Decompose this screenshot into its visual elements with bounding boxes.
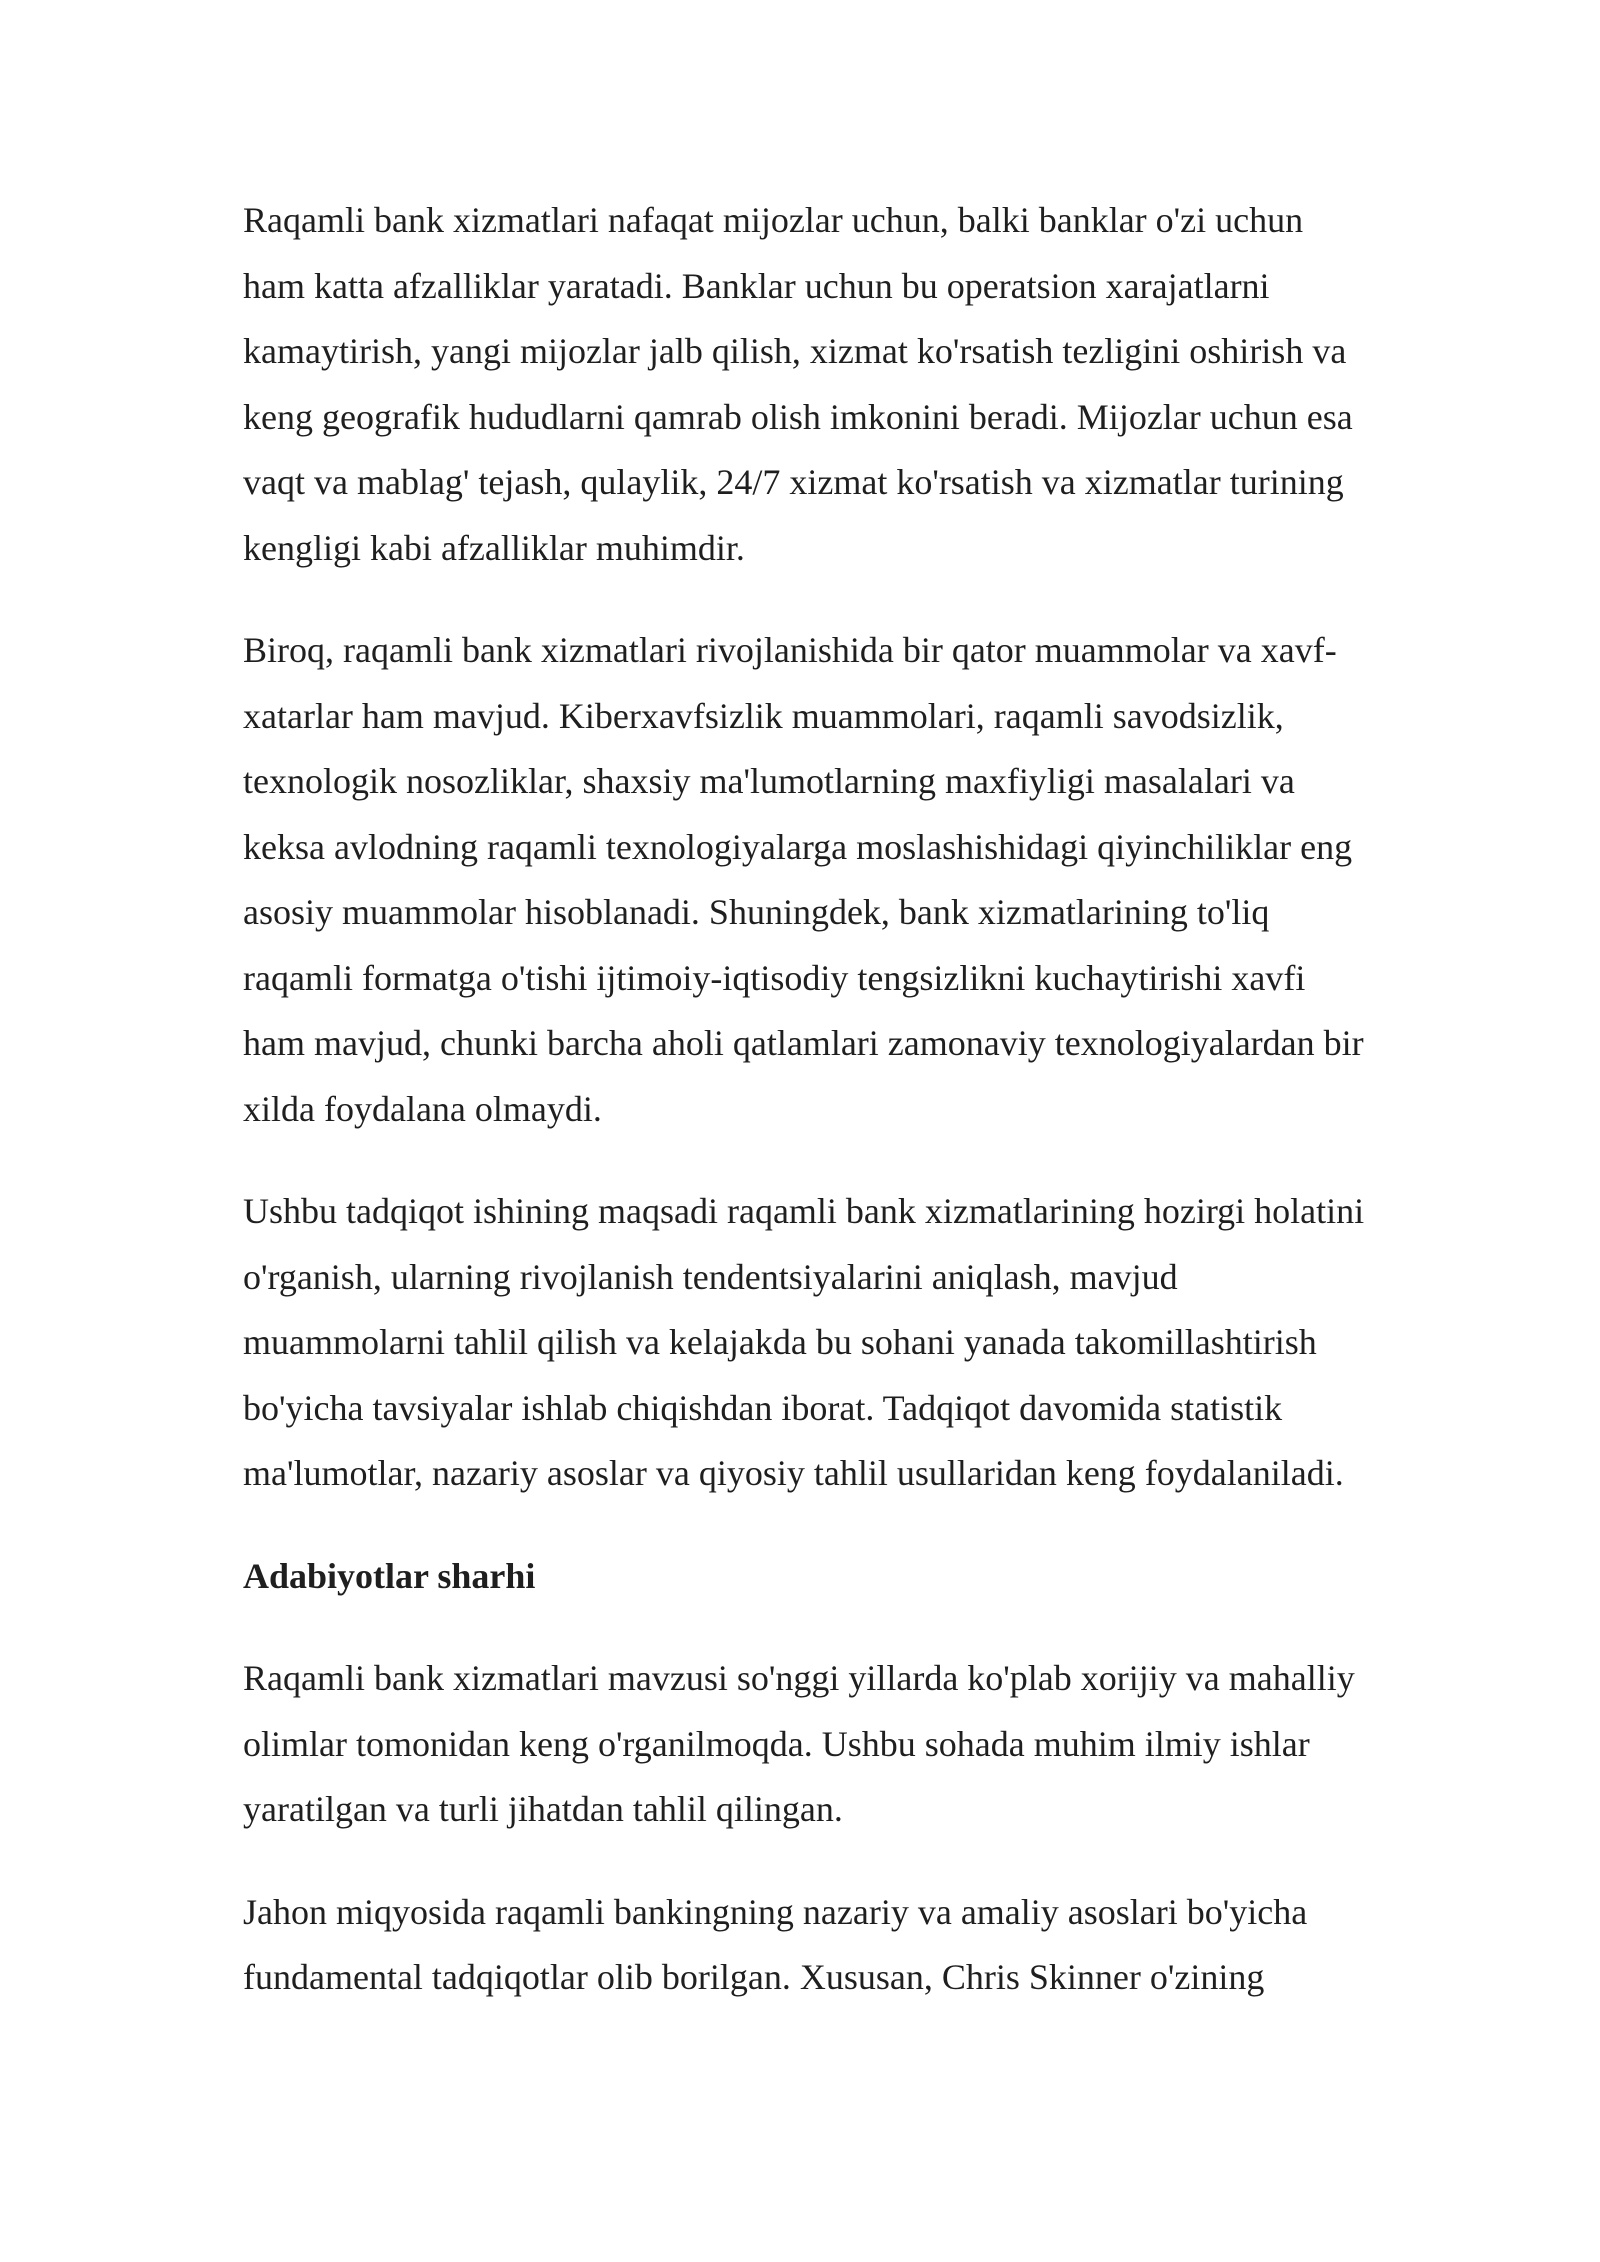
paragraph-banking-risks: Biroq, raqamli bank xizmatlari rivojlanishida bir qator muammolar va xavf-xatarlar ham mavjud. Kiberxavfsizlik muammolari, raqamli savodsizlik, texnologik nosozliklar, shaxsiy ma'lumotlarning maxfiyligi masalalari va keksa avlodning raqamli texnologiyalarga moslashishidagi qiyinchiliklar eng asosiy muammolar hisoblanadi. Shuningdek, bank xizmatlarining to'liq raqamli formatga o'tishi ijtimoiy-iqtisodiy tengsizlikni kuchaytirishi xavfi ham mavjud, chunki barcha aholi qatlamlari zamonaviy texnologiyalardan bir xilda foydalana olmaydi. bbox=[243, 630, 1364, 1129]
paragraph-research-aim: Ushbu tadqiqot ishining maqsadi raqamli bank xizmatlarining hozirgi holatini o'rganish, ularning rivojlanish tendentsiyalarini aniqlash, mavjud muammolarni tahlil qilish va kelajakda bu sohani yanada takomillashtirish bo'yicha tavsiyalar ishlab chiqishdan iborat. Tadqiqot davomida statistik ma'lumotlar, nazariy asoslar va qiyosiy tahlil usullaridan keng foydalaniladi. bbox=[243, 1191, 1365, 1493]
document-body bbox=[243, 188, 1373, 2048]
paragraph-banking-advantages: Raqamli bank xizmatlari nafaqat mijozlar uchun, balki banklar o'zi uchun ham katta afzalliklar yaratadi. Banklar uchun bu operatsion xarajatlarni kamaytirish, yangi mijozlar jalb qilish, xizmat ko'rsatish tezligini oshirish va keng geografik hududlarni qamrab olish imkonini beradi. Mijozlar uchun esa vaqt va mablag' tejash, qulaylik, 24/7 xizmat ko'rsatish va xizmatlar turining kengligi kabi afzalliklar muhimdir. bbox=[243, 200, 1353, 568]
section-heading-literature-review: Adabiyotlar sharhi bbox=[243, 1555, 536, 1596]
paragraph-fundamental-research: Jahon miqyosida raqamli bankingning nazariy va amaliy asoslari bo'yicha fundamental tadqiqotlar olib borilgan. Xususan, Chris Skinner o'zining bbox=[243, 1891, 1308, 1997]
paragraph-literature-intro: Raqamli bank xizmatlari mavzusi so'nggi yillarda ko'plab xorijiy va mahalliy olimlar tomonidan keng o'rganilmoqda. Ushbu sohada muhim ilmiy ishlar yaratilgan va turli jihatdan tahlil qilingan. bbox=[243, 1658, 1355, 1829]
